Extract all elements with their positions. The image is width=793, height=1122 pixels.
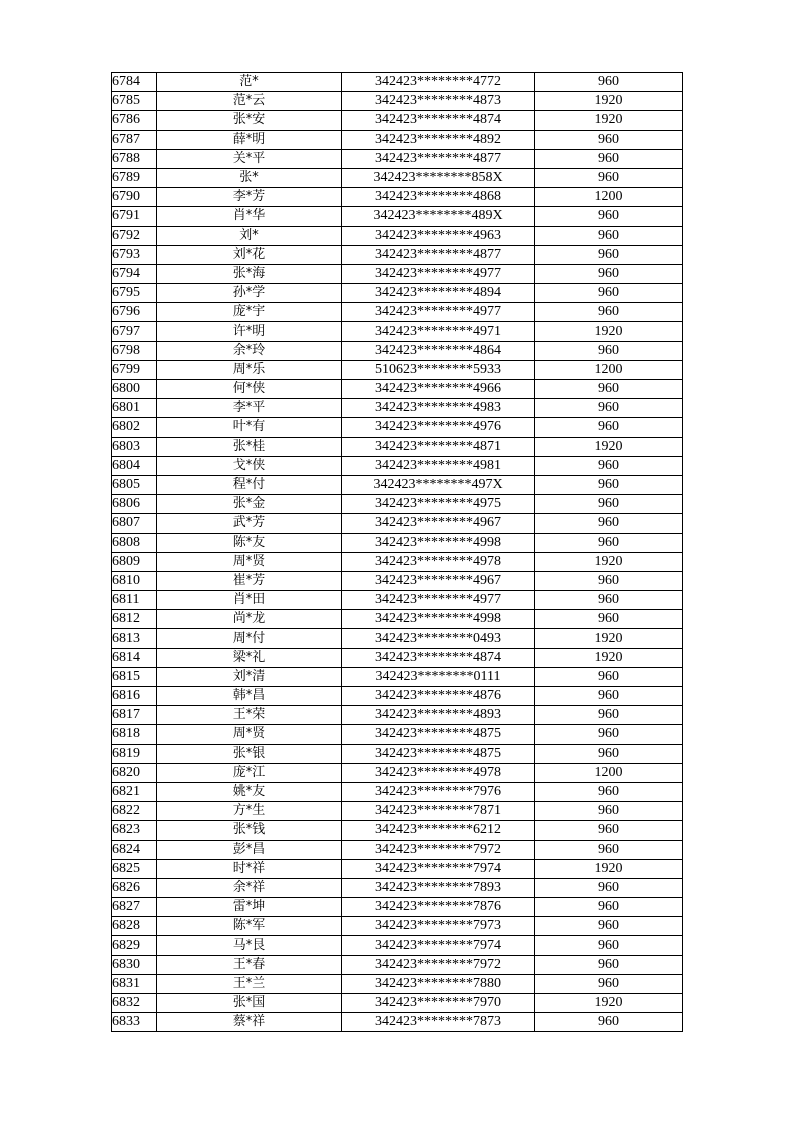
table-row bbox=[112, 418, 683, 437]
table-row bbox=[112, 188, 683, 207]
name-cell: 周*贤 bbox=[157, 725, 342, 744]
table-row bbox=[112, 130, 683, 149]
row-number-cell: 6831 bbox=[112, 974, 157, 993]
table-row bbox=[112, 341, 683, 360]
name-cell: 韩*昌 bbox=[157, 687, 342, 706]
table-row bbox=[112, 840, 683, 859]
id-number-cell: 342423********4976 bbox=[342, 418, 535, 437]
amount-cell: 960 bbox=[535, 802, 683, 821]
name-cell: 李*平 bbox=[157, 399, 342, 418]
amount-cell: 960 bbox=[535, 687, 683, 706]
row-number-cell: 6788 bbox=[112, 149, 157, 168]
name-cell: 范*云 bbox=[157, 92, 342, 111]
id-number-cell: 342423********7880 bbox=[342, 974, 535, 993]
table-row bbox=[112, 245, 683, 264]
name-cell: 孙*学 bbox=[157, 284, 342, 303]
table-row bbox=[112, 380, 683, 399]
row-number-cell: 6830 bbox=[112, 955, 157, 974]
id-number-cell: 342423********4983 bbox=[342, 399, 535, 418]
row-number-cell: 6797 bbox=[112, 322, 157, 341]
name-cell: 王*荣 bbox=[157, 706, 342, 725]
table-row bbox=[112, 782, 683, 801]
name-cell: 薛*明 bbox=[157, 130, 342, 149]
amount-cell: 1920 bbox=[535, 552, 683, 571]
name-cell: 张*海 bbox=[157, 264, 342, 283]
name-cell: 范* bbox=[157, 73, 342, 92]
name-cell: 关*平 bbox=[157, 149, 342, 168]
row-number-cell: 6796 bbox=[112, 303, 157, 322]
id-number-cell: 342423********4864 bbox=[342, 341, 535, 360]
row-number-cell: 6824 bbox=[112, 840, 157, 859]
table-row bbox=[112, 284, 683, 303]
id-number-cell: 510623********5933 bbox=[342, 360, 535, 379]
row-number-cell: 6828 bbox=[112, 917, 157, 936]
table-row bbox=[112, 744, 683, 763]
row-number-cell: 6786 bbox=[112, 111, 157, 130]
id-number-cell: 342423********4977 bbox=[342, 264, 535, 283]
amount-cell: 960 bbox=[535, 130, 683, 149]
id-number-cell: 342423********7970 bbox=[342, 994, 535, 1013]
id-number-cell: 342423********4967 bbox=[342, 514, 535, 533]
amount-cell: 960 bbox=[535, 667, 683, 686]
id-number-cell: 342423********4978 bbox=[342, 552, 535, 571]
table-row bbox=[112, 974, 683, 993]
amount-cell: 1200 bbox=[535, 360, 683, 379]
row-number-cell: 6787 bbox=[112, 130, 157, 149]
name-cell: 何*侠 bbox=[157, 380, 342, 399]
amount-cell: 1920 bbox=[535, 322, 683, 341]
table-row bbox=[112, 475, 683, 494]
id-number-cell: 342423********4874 bbox=[342, 648, 535, 667]
row-number-cell: 6798 bbox=[112, 341, 157, 360]
id-number-cell: 342423********4875 bbox=[342, 744, 535, 763]
name-cell: 时*祥 bbox=[157, 859, 342, 878]
table-row bbox=[112, 495, 683, 514]
id-number-cell: 342423********4875 bbox=[342, 725, 535, 744]
row-number-cell: 6811 bbox=[112, 591, 157, 610]
name-cell: 张*银 bbox=[157, 744, 342, 763]
row-number-cell: 6791 bbox=[112, 207, 157, 226]
table-row bbox=[112, 207, 683, 226]
id-number-cell: 342423********7976 bbox=[342, 782, 535, 801]
row-number-cell: 6784 bbox=[112, 73, 157, 92]
table-row bbox=[112, 591, 683, 610]
id-number-cell: 342423********4967 bbox=[342, 571, 535, 590]
name-cell: 崔*芳 bbox=[157, 571, 342, 590]
amount-cell: 960 bbox=[535, 744, 683, 763]
roster-table bbox=[111, 72, 683, 1032]
row-number-cell: 6819 bbox=[112, 744, 157, 763]
row-number-cell: 6809 bbox=[112, 552, 157, 571]
id-number-cell: 342423********858X bbox=[342, 168, 535, 187]
id-number-cell: 342423********7974 bbox=[342, 936, 535, 955]
table-row bbox=[112, 687, 683, 706]
name-cell: 周*乐 bbox=[157, 360, 342, 379]
name-cell: 庞*宇 bbox=[157, 303, 342, 322]
table-row bbox=[112, 936, 683, 955]
table-row bbox=[112, 878, 683, 897]
row-number-cell: 6802 bbox=[112, 418, 157, 437]
amount-cell: 1920 bbox=[535, 994, 683, 1013]
id-number-cell: 342423********4876 bbox=[342, 687, 535, 706]
row-number-cell: 6800 bbox=[112, 380, 157, 399]
name-cell: 肖*田 bbox=[157, 591, 342, 610]
amount-cell: 1200 bbox=[535, 763, 683, 782]
row-number-cell: 6803 bbox=[112, 437, 157, 456]
row-number-cell: 6808 bbox=[112, 533, 157, 552]
name-cell: 庞*江 bbox=[157, 763, 342, 782]
id-number-cell: 342423********4978 bbox=[342, 763, 535, 782]
amount-cell: 960 bbox=[535, 341, 683, 360]
id-number-cell: 342423********7974 bbox=[342, 859, 535, 878]
amount-cell: 960 bbox=[535, 1013, 683, 1032]
table-row bbox=[112, 763, 683, 782]
id-number-cell: 342423********4966 bbox=[342, 380, 535, 399]
amount-cell: 960 bbox=[535, 955, 683, 974]
id-number-cell: 342423********4877 bbox=[342, 149, 535, 168]
row-number-cell: 6790 bbox=[112, 188, 157, 207]
name-cell: 李*芳 bbox=[157, 188, 342, 207]
id-number-cell: 342423********4868 bbox=[342, 188, 535, 207]
name-cell: 张*国 bbox=[157, 994, 342, 1013]
row-number-cell: 6823 bbox=[112, 821, 157, 840]
id-number-cell: 342423********0111 bbox=[342, 667, 535, 686]
table-row bbox=[112, 552, 683, 571]
row-number-cell: 6829 bbox=[112, 936, 157, 955]
table-row bbox=[112, 1013, 683, 1032]
amount-cell: 960 bbox=[535, 380, 683, 399]
amount-cell: 960 bbox=[535, 418, 683, 437]
id-number-cell: 342423********4981 bbox=[342, 456, 535, 475]
name-cell: 武*芳 bbox=[157, 514, 342, 533]
id-number-cell: 342423********7972 bbox=[342, 955, 535, 974]
row-number-cell: 6801 bbox=[112, 399, 157, 418]
row-number-cell: 6833 bbox=[112, 1013, 157, 1032]
row-number-cell: 6794 bbox=[112, 264, 157, 283]
name-cell: 彭*昌 bbox=[157, 840, 342, 859]
name-cell: 姚*友 bbox=[157, 782, 342, 801]
id-number-cell: 342423********7893 bbox=[342, 878, 535, 897]
roster-table-body bbox=[112, 73, 683, 1032]
row-number-cell: 6810 bbox=[112, 571, 157, 590]
row-number-cell: 6799 bbox=[112, 360, 157, 379]
table-row bbox=[112, 917, 683, 936]
amount-cell: 960 bbox=[535, 610, 683, 629]
id-number-cell: 342423********4877 bbox=[342, 245, 535, 264]
row-number-cell: 6806 bbox=[112, 495, 157, 514]
row-number-cell: 6807 bbox=[112, 514, 157, 533]
row-number-cell: 6813 bbox=[112, 629, 157, 648]
id-number-cell: 342423********7973 bbox=[342, 917, 535, 936]
row-number-cell: 6822 bbox=[112, 802, 157, 821]
amount-cell: 960 bbox=[535, 782, 683, 801]
id-number-cell: 342423********4871 bbox=[342, 437, 535, 456]
row-number-cell: 6812 bbox=[112, 610, 157, 629]
amount-cell: 960 bbox=[535, 303, 683, 322]
amount-cell: 960 bbox=[535, 264, 683, 283]
name-cell: 周*付 bbox=[157, 629, 342, 648]
name-cell: 方*生 bbox=[157, 802, 342, 821]
amount-cell: 960 bbox=[535, 514, 683, 533]
table-row bbox=[112, 437, 683, 456]
name-cell: 刘*花 bbox=[157, 245, 342, 264]
amount-cell: 1920 bbox=[535, 111, 683, 130]
name-cell: 许*明 bbox=[157, 322, 342, 341]
table-row bbox=[112, 955, 683, 974]
id-number-cell: 342423********4963 bbox=[342, 226, 535, 245]
amount-cell: 960 bbox=[535, 917, 683, 936]
id-number-cell: 342423********489X bbox=[342, 207, 535, 226]
amount-cell: 960 bbox=[535, 725, 683, 744]
table-row bbox=[112, 859, 683, 878]
row-number-cell: 6820 bbox=[112, 763, 157, 782]
id-number-cell: 342423********4893 bbox=[342, 706, 535, 725]
table-row bbox=[112, 706, 683, 725]
name-cell: 戈*侠 bbox=[157, 456, 342, 475]
name-cell: 周*贤 bbox=[157, 552, 342, 571]
id-number-cell: 342423********4874 bbox=[342, 111, 535, 130]
name-cell: 陈*军 bbox=[157, 917, 342, 936]
row-number-cell: 6826 bbox=[112, 878, 157, 897]
table-row bbox=[112, 629, 683, 648]
name-cell: 蔡*祥 bbox=[157, 1013, 342, 1032]
amount-cell: 960 bbox=[535, 821, 683, 840]
id-number-cell: 342423********4772 bbox=[342, 73, 535, 92]
amount-cell: 960 bbox=[535, 974, 683, 993]
amount-cell: 960 bbox=[535, 840, 683, 859]
row-number-cell: 6818 bbox=[112, 725, 157, 744]
row-number-cell: 6825 bbox=[112, 859, 157, 878]
table-row bbox=[112, 399, 683, 418]
amount-cell: 960 bbox=[535, 245, 683, 264]
id-number-cell: 342423********4892 bbox=[342, 130, 535, 149]
id-number-cell: 342423********4977 bbox=[342, 303, 535, 322]
table-row bbox=[112, 264, 683, 283]
table-row bbox=[112, 456, 683, 475]
id-number-cell: 342423********0493 bbox=[342, 629, 535, 648]
name-cell: 尚*龙 bbox=[157, 610, 342, 629]
amount-cell: 960 bbox=[535, 226, 683, 245]
amount-cell: 960 bbox=[535, 533, 683, 552]
id-number-cell: 342423********7873 bbox=[342, 1013, 535, 1032]
table-row bbox=[112, 821, 683, 840]
name-cell: 程*付 bbox=[157, 475, 342, 494]
row-number-cell: 6832 bbox=[112, 994, 157, 1013]
name-cell: 张*桂 bbox=[157, 437, 342, 456]
row-number-cell: 6821 bbox=[112, 782, 157, 801]
amount-cell: 960 bbox=[535, 878, 683, 897]
row-number-cell: 6793 bbox=[112, 245, 157, 264]
name-cell: 刘*清 bbox=[157, 667, 342, 686]
table-row bbox=[112, 168, 683, 187]
amount-cell: 960 bbox=[535, 149, 683, 168]
name-cell: 陈*友 bbox=[157, 533, 342, 552]
amount-cell: 960 bbox=[535, 168, 683, 187]
id-number-cell: 342423********4975 bbox=[342, 495, 535, 514]
name-cell: 叶*有 bbox=[157, 418, 342, 437]
table-row bbox=[112, 610, 683, 629]
id-number-cell: 342423********4971 bbox=[342, 322, 535, 341]
name-cell: 肖*华 bbox=[157, 207, 342, 226]
amount-cell: 960 bbox=[535, 571, 683, 590]
name-cell: 张* bbox=[157, 168, 342, 187]
row-number-cell: 6817 bbox=[112, 706, 157, 725]
id-number-cell: 342423********4998 bbox=[342, 610, 535, 629]
id-number-cell: 342423********6212 bbox=[342, 821, 535, 840]
row-number-cell: 6814 bbox=[112, 648, 157, 667]
amount-cell: 960 bbox=[535, 706, 683, 725]
amount-cell: 1920 bbox=[535, 92, 683, 111]
name-cell: 马*艮 bbox=[157, 936, 342, 955]
name-cell: 余*玲 bbox=[157, 341, 342, 360]
table-row bbox=[112, 725, 683, 744]
table-row bbox=[112, 648, 683, 667]
id-number-cell: 342423********7876 bbox=[342, 898, 535, 917]
id-number-cell: 342423********4977 bbox=[342, 591, 535, 610]
table-row bbox=[112, 667, 683, 686]
amount-cell: 1920 bbox=[535, 648, 683, 667]
table-row bbox=[112, 73, 683, 92]
name-cell: 王*兰 bbox=[157, 974, 342, 993]
row-number-cell: 6792 bbox=[112, 226, 157, 245]
table-row bbox=[112, 514, 683, 533]
amount-cell: 960 bbox=[535, 495, 683, 514]
id-number-cell: 342423********4998 bbox=[342, 533, 535, 552]
name-cell: 张*金 bbox=[157, 495, 342, 514]
name-cell: 雷*坤 bbox=[157, 898, 342, 917]
table-row bbox=[112, 360, 683, 379]
row-number-cell: 6795 bbox=[112, 284, 157, 303]
amount-cell: 1920 bbox=[535, 859, 683, 878]
row-number-cell: 6816 bbox=[112, 687, 157, 706]
id-number-cell: 342423********4894 bbox=[342, 284, 535, 303]
amount-cell: 960 bbox=[535, 284, 683, 303]
amount-cell: 960 bbox=[535, 591, 683, 610]
name-cell: 王*春 bbox=[157, 955, 342, 974]
amount-cell: 960 bbox=[535, 73, 683, 92]
row-number-cell: 6815 bbox=[112, 667, 157, 686]
row-number-cell: 6827 bbox=[112, 898, 157, 917]
table-row bbox=[112, 322, 683, 341]
table-row bbox=[112, 533, 683, 552]
name-cell: 刘* bbox=[157, 226, 342, 245]
name-cell: 张*安 bbox=[157, 111, 342, 130]
name-cell: 余*祥 bbox=[157, 878, 342, 897]
row-number-cell: 6789 bbox=[112, 168, 157, 187]
table-row bbox=[112, 111, 683, 130]
id-number-cell: 342423********7972 bbox=[342, 840, 535, 859]
id-number-cell: 342423********497X bbox=[342, 475, 535, 494]
amount-cell: 960 bbox=[535, 399, 683, 418]
amount-cell: 960 bbox=[535, 207, 683, 226]
row-number-cell: 6785 bbox=[112, 92, 157, 111]
name-cell: 张*钱 bbox=[157, 821, 342, 840]
id-number-cell: 342423********7871 bbox=[342, 802, 535, 821]
amount-cell: 960 bbox=[535, 936, 683, 955]
table-row bbox=[112, 802, 683, 821]
table-row bbox=[112, 92, 683, 111]
amount-cell: 960 bbox=[535, 475, 683, 494]
amount-cell: 1920 bbox=[535, 437, 683, 456]
amount-cell: 1200 bbox=[535, 188, 683, 207]
amount-cell: 960 bbox=[535, 456, 683, 475]
table-row bbox=[112, 226, 683, 245]
table-row bbox=[112, 303, 683, 322]
amount-cell: 960 bbox=[535, 898, 683, 917]
table-row bbox=[112, 994, 683, 1013]
amount-cell: 1920 bbox=[535, 629, 683, 648]
name-cell: 梁*礼 bbox=[157, 648, 342, 667]
id-number-cell: 342423********4873 bbox=[342, 92, 535, 111]
table-row bbox=[112, 898, 683, 917]
row-number-cell: 6805 bbox=[112, 475, 157, 494]
table-row bbox=[112, 149, 683, 168]
table-row bbox=[112, 571, 683, 590]
row-number-cell: 6804 bbox=[112, 456, 157, 475]
